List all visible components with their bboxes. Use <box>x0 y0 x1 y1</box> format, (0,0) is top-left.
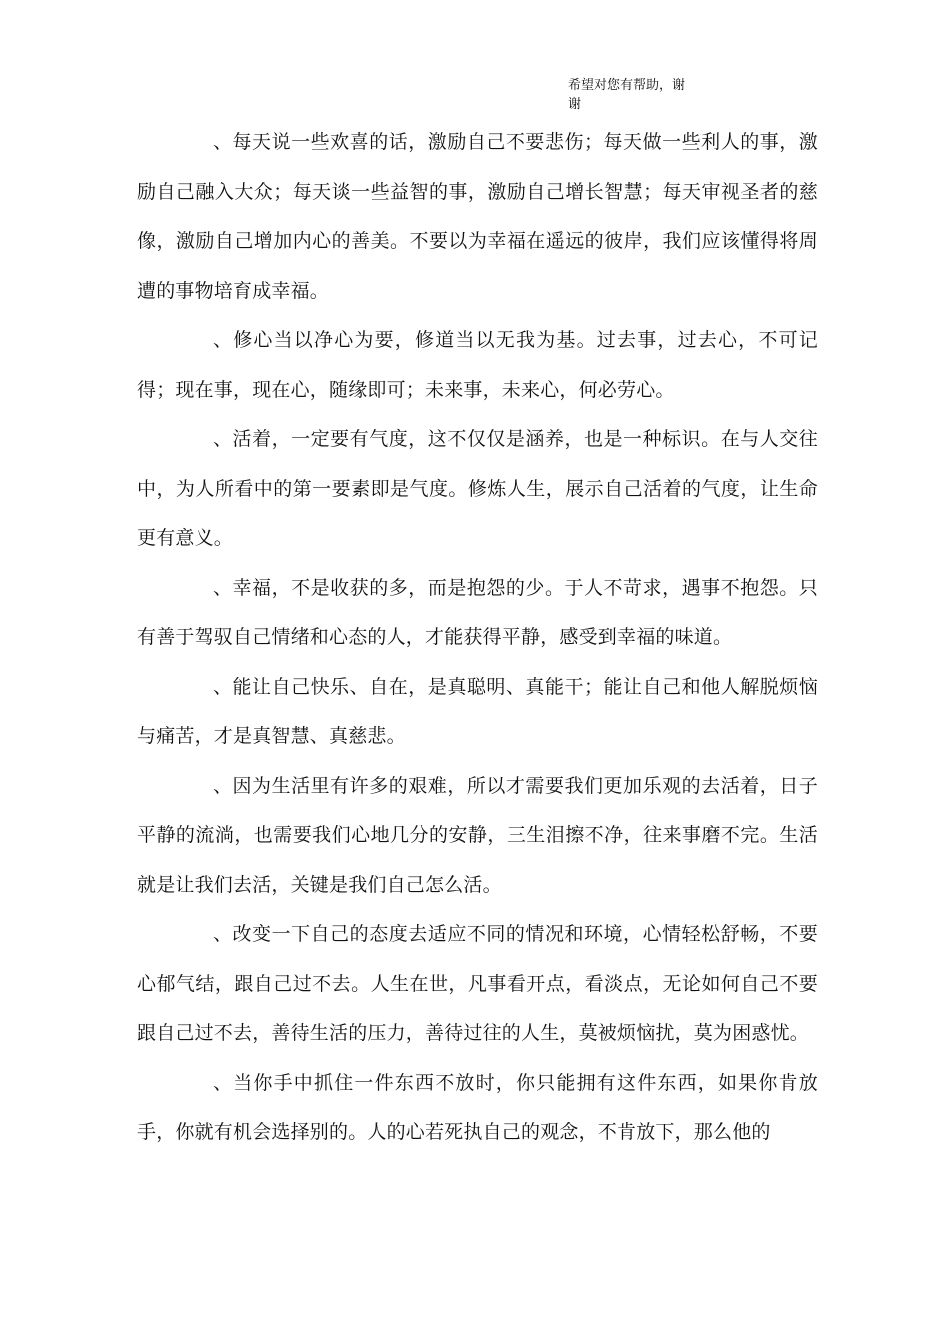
paragraph: 、因为生活里有许多的艰难，所以才需要我们更加乐观的去活着，日子平静的流淌，也需要我们心地几分的安静，三生泪擦不净，往来事磨不完。生活就是让我们去活，关键是我们自己怎么活。 <box>137 774 818 896</box>
paragraph: 、改变一下自己的态度去适应不同的情况和环境，心情轻松舒畅，不要心郁气结，跟自己过不去。人生在世，凡事看开点，看淡点，无论如何自己不要跟自己过不去，善待生活的压力，善待过往的人生，莫被烦恼扰，莫为困惑忧。 <box>137 923 818 1044</box>
paragraph: 、修心当以净心为要，修道当以无我为基。过去事，过去心，不可记得；现在事，现在心，随缘即可；未来事，未来心，何必劳心。 <box>137 329 818 401</box>
paragraph: 、每天说一些欢喜的话，激励自己不要悲伤；每天做一些利人的事，激励自己融入大众；每天谈一些益智的事，激励自己增长智慧；每天审视圣者的慈像，激励自己增加内心的善美。不要以为幸福在遥远的彼岸，我们应该懂得将周遭的事物培育成幸福。 <box>137 131 818 302</box>
header-note: 希望对您有帮助，谢 谢 <box>568 78 686 112</box>
paragraph: 、当你手中抓住一件东西不放时，你只能拥有这件东西，如果你肯放手，你就有机会选择别的。人的心若死执自己的观念，不肯放下，那么他的 <box>137 1071 818 1143</box>
paragraph: 、活着，一定要有气度，这不仅仅是涵养，也是一种标识。在与人交往中，为人所看中的第一要素即是气度。修炼人生，展示自己活着的气度，让生命更有意义。 <box>137 428 818 549</box>
paragraph: 、幸福，不是收获的多，而是抱怨的少。于人不苛求，遇事不抱怨。只有善于驾驭自己情绪和心态的人，才能获得平静，感受到幸福的味道。 <box>137 576 818 648</box>
paragraph: 、能让自己快乐、自在，是真聪明、真能干；能让自己和他人解脱烦恼与痛苦，才是真智慧、真慈悲。 <box>137 675 818 747</box>
document-body <box>137 118 818 1158</box>
